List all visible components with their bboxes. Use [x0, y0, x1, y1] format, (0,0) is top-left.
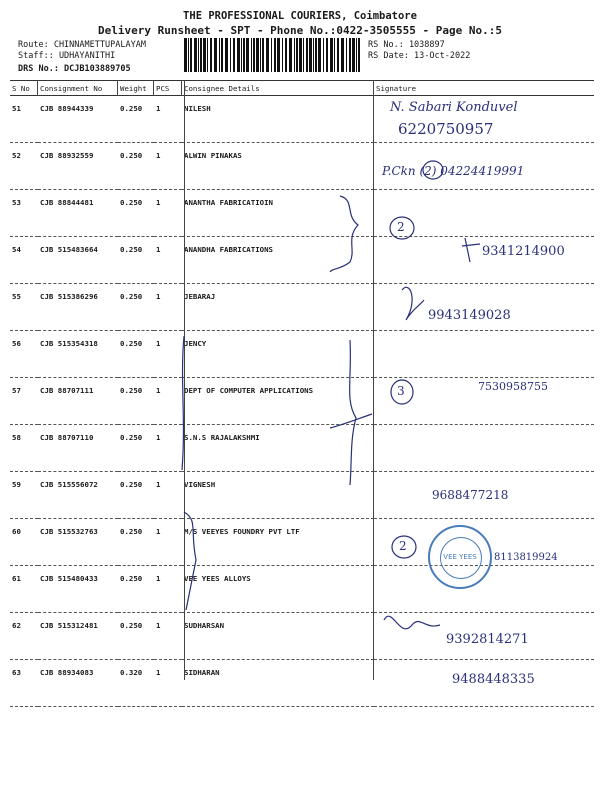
cell-weight: 0.250: [118, 96, 154, 143]
cell-consignee: SIDHARAN: [182, 660, 374, 707]
cell-pcs: 1: [154, 519, 182, 566]
cell-sno: 57: [10, 378, 38, 425]
cell-consignment: CJB 88944339: [38, 96, 118, 143]
company-stamp: [428, 525, 492, 589]
cell-pcs: 1: [154, 190, 182, 237]
bracket-mark: [184, 512, 196, 610]
company-title: THE PROFESSIONAL COURIERS, Coimbatore: [183, 10, 417, 22]
cell-consignment: CJB 88934083: [38, 660, 118, 707]
cell-pcs: 1: [154, 472, 182, 519]
cell-sno: 51: [10, 96, 38, 143]
cell-consignee: JEBARAJ: [182, 284, 374, 331]
cell-sno: 53: [10, 190, 38, 237]
cell-consignment: CJB 515480433: [38, 566, 118, 613]
cell-consignment: CJB 515483664: [38, 237, 118, 284]
cell-weight: 0.250: [118, 331, 154, 378]
cell-consignee: VIGNESH: [182, 472, 374, 519]
col-consignment: Consignment No: [38, 81, 118, 96]
cell-weight: 0.320: [118, 660, 154, 707]
cell-pcs: 1: [154, 566, 182, 613]
signature-63-phone: 9488448335: [452, 672, 535, 687]
cell-consignee: NILESH: [182, 96, 374, 143]
cell-sno: 59: [10, 472, 38, 519]
cell-weight: 0.250: [118, 566, 154, 613]
signature-54-phone: 9341214900: [482, 244, 565, 259]
signature-57-phone: 7530958755: [478, 380, 548, 393]
cell-pcs: 1: [154, 660, 182, 707]
signature-59-phone: 9688477218: [432, 488, 509, 502]
signature-62-phone: 9392814271: [446, 632, 529, 647]
cell-sno: 54: [10, 237, 38, 284]
cell-weight: 0.250: [118, 613, 154, 660]
signature-61-phone: 8113819924: [494, 552, 558, 563]
cell-pcs: 1: [154, 378, 182, 425]
staff-label: Staff:: UDHAYANITHI: [18, 51, 116, 61]
cell-pcs: 1: [154, 96, 182, 143]
col-signature: Signature: [374, 81, 594, 96]
route-label: Route: CHINNAMETTUPALAYAM: [18, 40, 146, 50]
cell-consignment: CJB 88707111: [38, 378, 118, 425]
cell-consignment: CJB 515556072: [38, 472, 118, 519]
cell-consignee: M/S VEEYES FOUNDRY PVT LTF: [182, 519, 374, 566]
cell-consignee: ANANDHA FABRICATIONS: [182, 237, 374, 284]
signature-60-circle: 2: [399, 539, 407, 553]
cell-consignment: CJB 88844481: [38, 190, 118, 237]
bracket-mark: [182, 336, 184, 470]
cell-consignee: ALWIN PINAKAS: [182, 143, 374, 190]
cell-weight: 0.250: [118, 237, 154, 284]
cell-sno: 58: [10, 425, 38, 472]
col-consignee: Consignee Details: [182, 81, 374, 96]
cell-consignee: VEE YEES ALLOYS: [182, 566, 374, 613]
cell-consignee: SUDHARSAN: [182, 613, 374, 660]
cell-weight: 0.250: [118, 378, 154, 425]
cell-consignment: CJB 515312481: [38, 613, 118, 660]
pen-stroke: [330, 414, 372, 428]
cell-consignment: CJB 515532763: [38, 519, 118, 566]
signature-stroke: [402, 287, 424, 320]
cell-consignment: CJB 515354318: [38, 331, 118, 378]
cell-weight: 0.250: [118, 472, 154, 519]
cell-pcs: 1: [154, 237, 182, 284]
col-weight: Weight: [118, 81, 154, 96]
cell-consignee: S.N.S RAJALAKSHMI: [182, 425, 374, 472]
brace-mark: [330, 196, 358, 272]
cell-consignment: CJB 515386296: [38, 284, 118, 331]
signature-55-phone: 9943149028: [428, 308, 511, 323]
cell-sno: 56: [10, 331, 38, 378]
signature-53-circle: 2: [397, 220, 405, 234]
col-sno: S No: [10, 81, 38, 96]
cell-sno: 60: [10, 519, 38, 566]
signature-51-name: N. Sabari Konduvel: [390, 100, 518, 115]
brace-mark: [350, 340, 356, 485]
cell-consignee: ANANTHA FABRICATIOIN: [182, 190, 374, 237]
cell-weight: 0.250: [118, 143, 154, 190]
cell-sno: 52: [10, 143, 38, 190]
cell-pcs: 1: [154, 143, 182, 190]
cell-sno: 62: [10, 613, 38, 660]
cell-pcs: 1: [154, 331, 182, 378]
signature-57-circle: 3: [397, 384, 405, 398]
rs-number: RS No.: 1038897: [368, 40, 445, 50]
cell-weight: 0.250: [118, 284, 154, 331]
signature-stroke: [462, 238, 480, 262]
runsheet-subtitle: Delivery Runsheet - SPT - Phone No.:0422-3505555 - Page No.:5: [98, 24, 502, 37]
cell-weight: 0.250: [118, 190, 154, 237]
cell-sno: 55: [10, 284, 38, 331]
col-pcs: PCS: [154, 81, 182, 96]
signature-52: P.Ckn (2) 04224419991: [382, 164, 525, 178]
cell-consignment: CJB 88707110: [38, 425, 118, 472]
cell-consignee: JENCY: [182, 331, 374, 378]
cell-weight: 0.250: [118, 519, 154, 566]
cell-sno: 61: [10, 566, 38, 613]
cell-consignment: CJB 88932559: [38, 143, 118, 190]
signature-stroke: [384, 616, 440, 629]
cell-weight: 0.250: [118, 425, 154, 472]
drs-number: DRS No.: DCJB103889705: [18, 64, 131, 74]
cell-sno: 63: [10, 660, 38, 707]
cell-consignee: DEPT OF COMPUTER APPLICATIONS: [182, 378, 374, 425]
signature-51-phone: 6220750957: [398, 120, 494, 138]
rs-date: RS Date: 13-Oct-2022: [368, 51, 471, 61]
cell-pcs: 1: [154, 425, 182, 472]
cell-pcs: 1: [154, 284, 182, 331]
stamp-text: VEE YEES: [443, 553, 477, 561]
cell-pcs: 1: [154, 613, 182, 660]
